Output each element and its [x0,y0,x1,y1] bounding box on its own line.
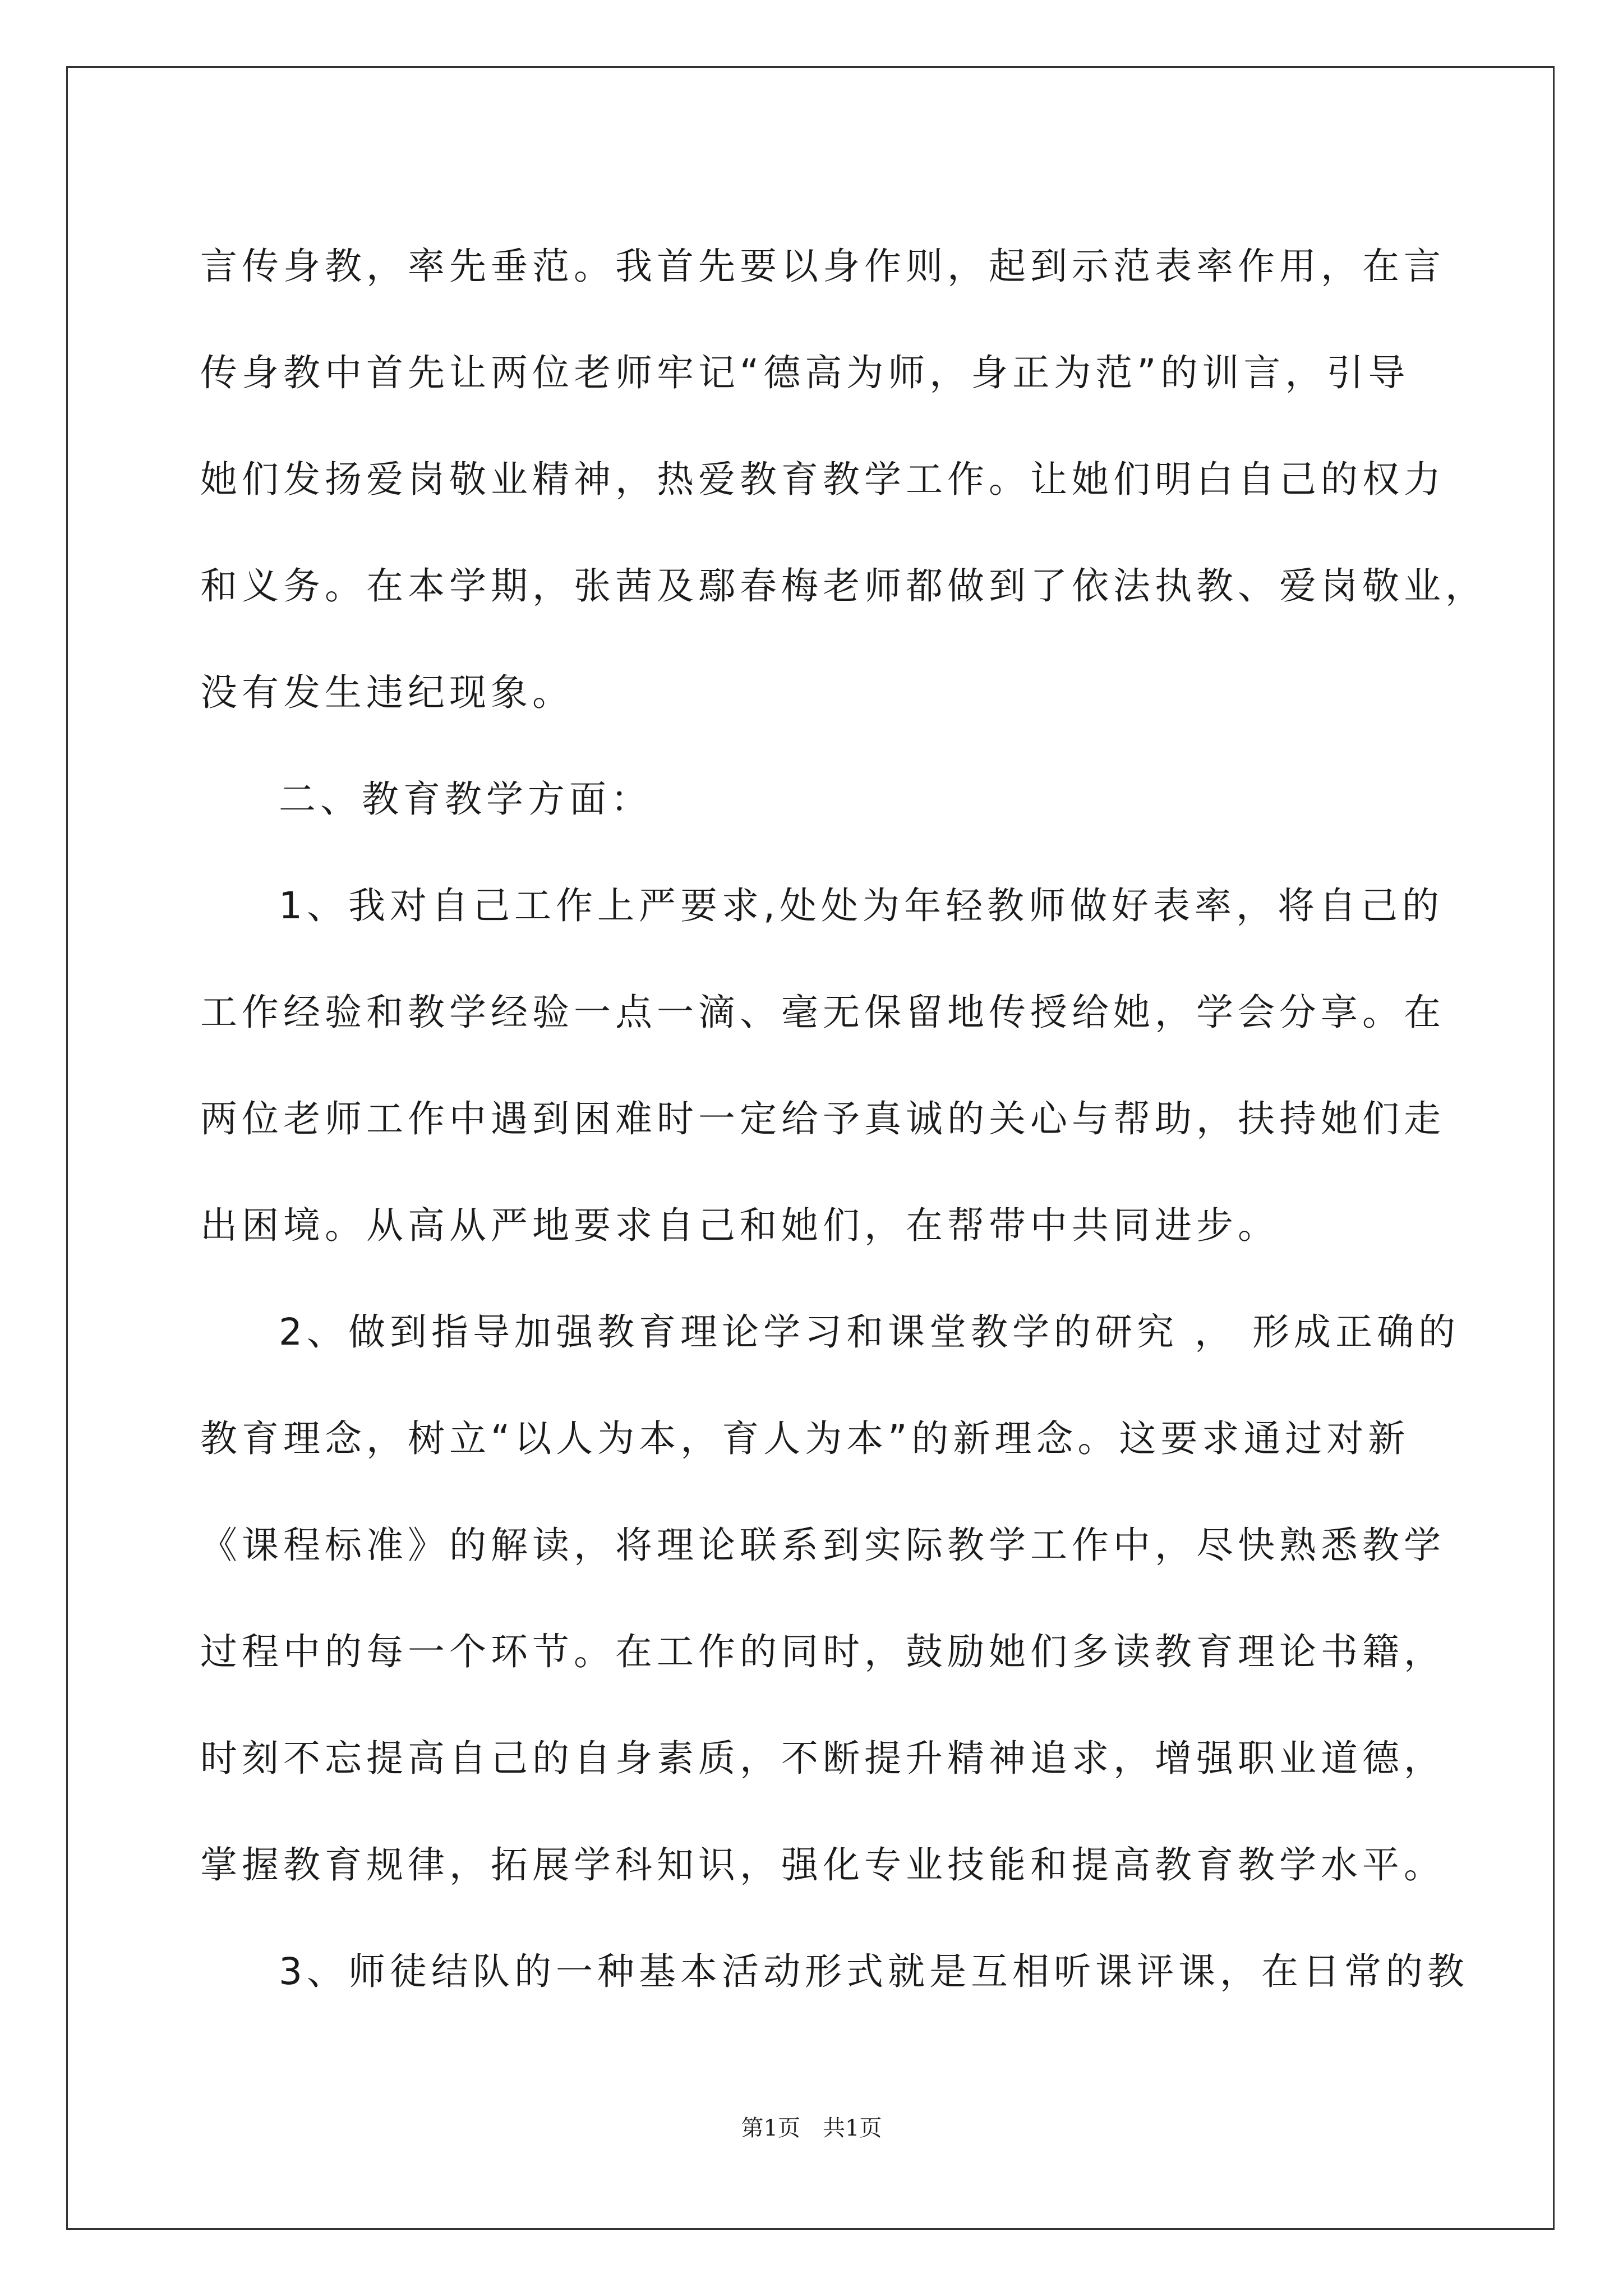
text-line: 出困境。从高从严地要求自己和她们，在帮带中共同进步。 [200,1204,1279,1247]
text-line: 工作经验和教学经验一点一滴、毫无保留地传授给她，学会分享。在 [200,991,1445,1034]
text-line: 《课程标准》的解读，将理论联系到实际教学工作中，尽快熟悉教学 [200,1524,1445,1567]
text-line: 她们发扬爱岗敬业精神，热爱教育教学工作。让她们明白自己的权力 [200,458,1445,501]
page-footer [0,2110,1623,2142]
text-line: 掌握教育规律，拓展学科知识，强化专业技能和提高教育教学水平。 [200,1843,1445,1887]
document-body [200,213,1487,2025]
text-line: 时刻不忘提高自己的自身素质，不断提升精神追求，增强职业道德， [200,1737,1445,1780]
text-line: 没有发生违纪现象。 [200,671,574,714]
text-line: 两位老师工作中遇到困难时一定给予真诚的关心与帮助，扶持她们走 [200,1097,1445,1140]
text-line: 传身教中首先让两位老师牢记“德高为师，身正为范”的训言，引导 [200,351,1410,394]
text-line: 1、我对自己工作上严要求,处处为年轻教师做好表率，将自己的 [279,884,1444,927]
text-line: 过程中的每一个环节。在工作的同时，鼓励她们多读教育理论书籍， [200,1630,1445,1673]
text-line: 言传身教，率先垂范。我首先要以身作则，起到示范表率作用，在言 [200,245,1445,288]
text-line: 3、师徒结队的一种基本活动形式就是互相听课评课，在日常的教 [279,1950,1469,1993]
page-number-total: 共1页 [823,2115,882,2141]
text-line: 2、做到指导加强教育理论学习和课堂教学的研究 ， 形成正确的 [279,1310,1460,1354]
page-number-current: 第1页 [741,2115,800,2141]
text-line: 和义务。在本学期，张茜及鄢春梅老师都做到了依法执教、爱岗敬业， [200,564,1487,608]
section-heading: 二、教育教学方面： [279,777,652,821]
text-line: 教育理念，树立“以人为本，育人为本”的新理念。这要求通过对新 [200,1417,1410,1460]
